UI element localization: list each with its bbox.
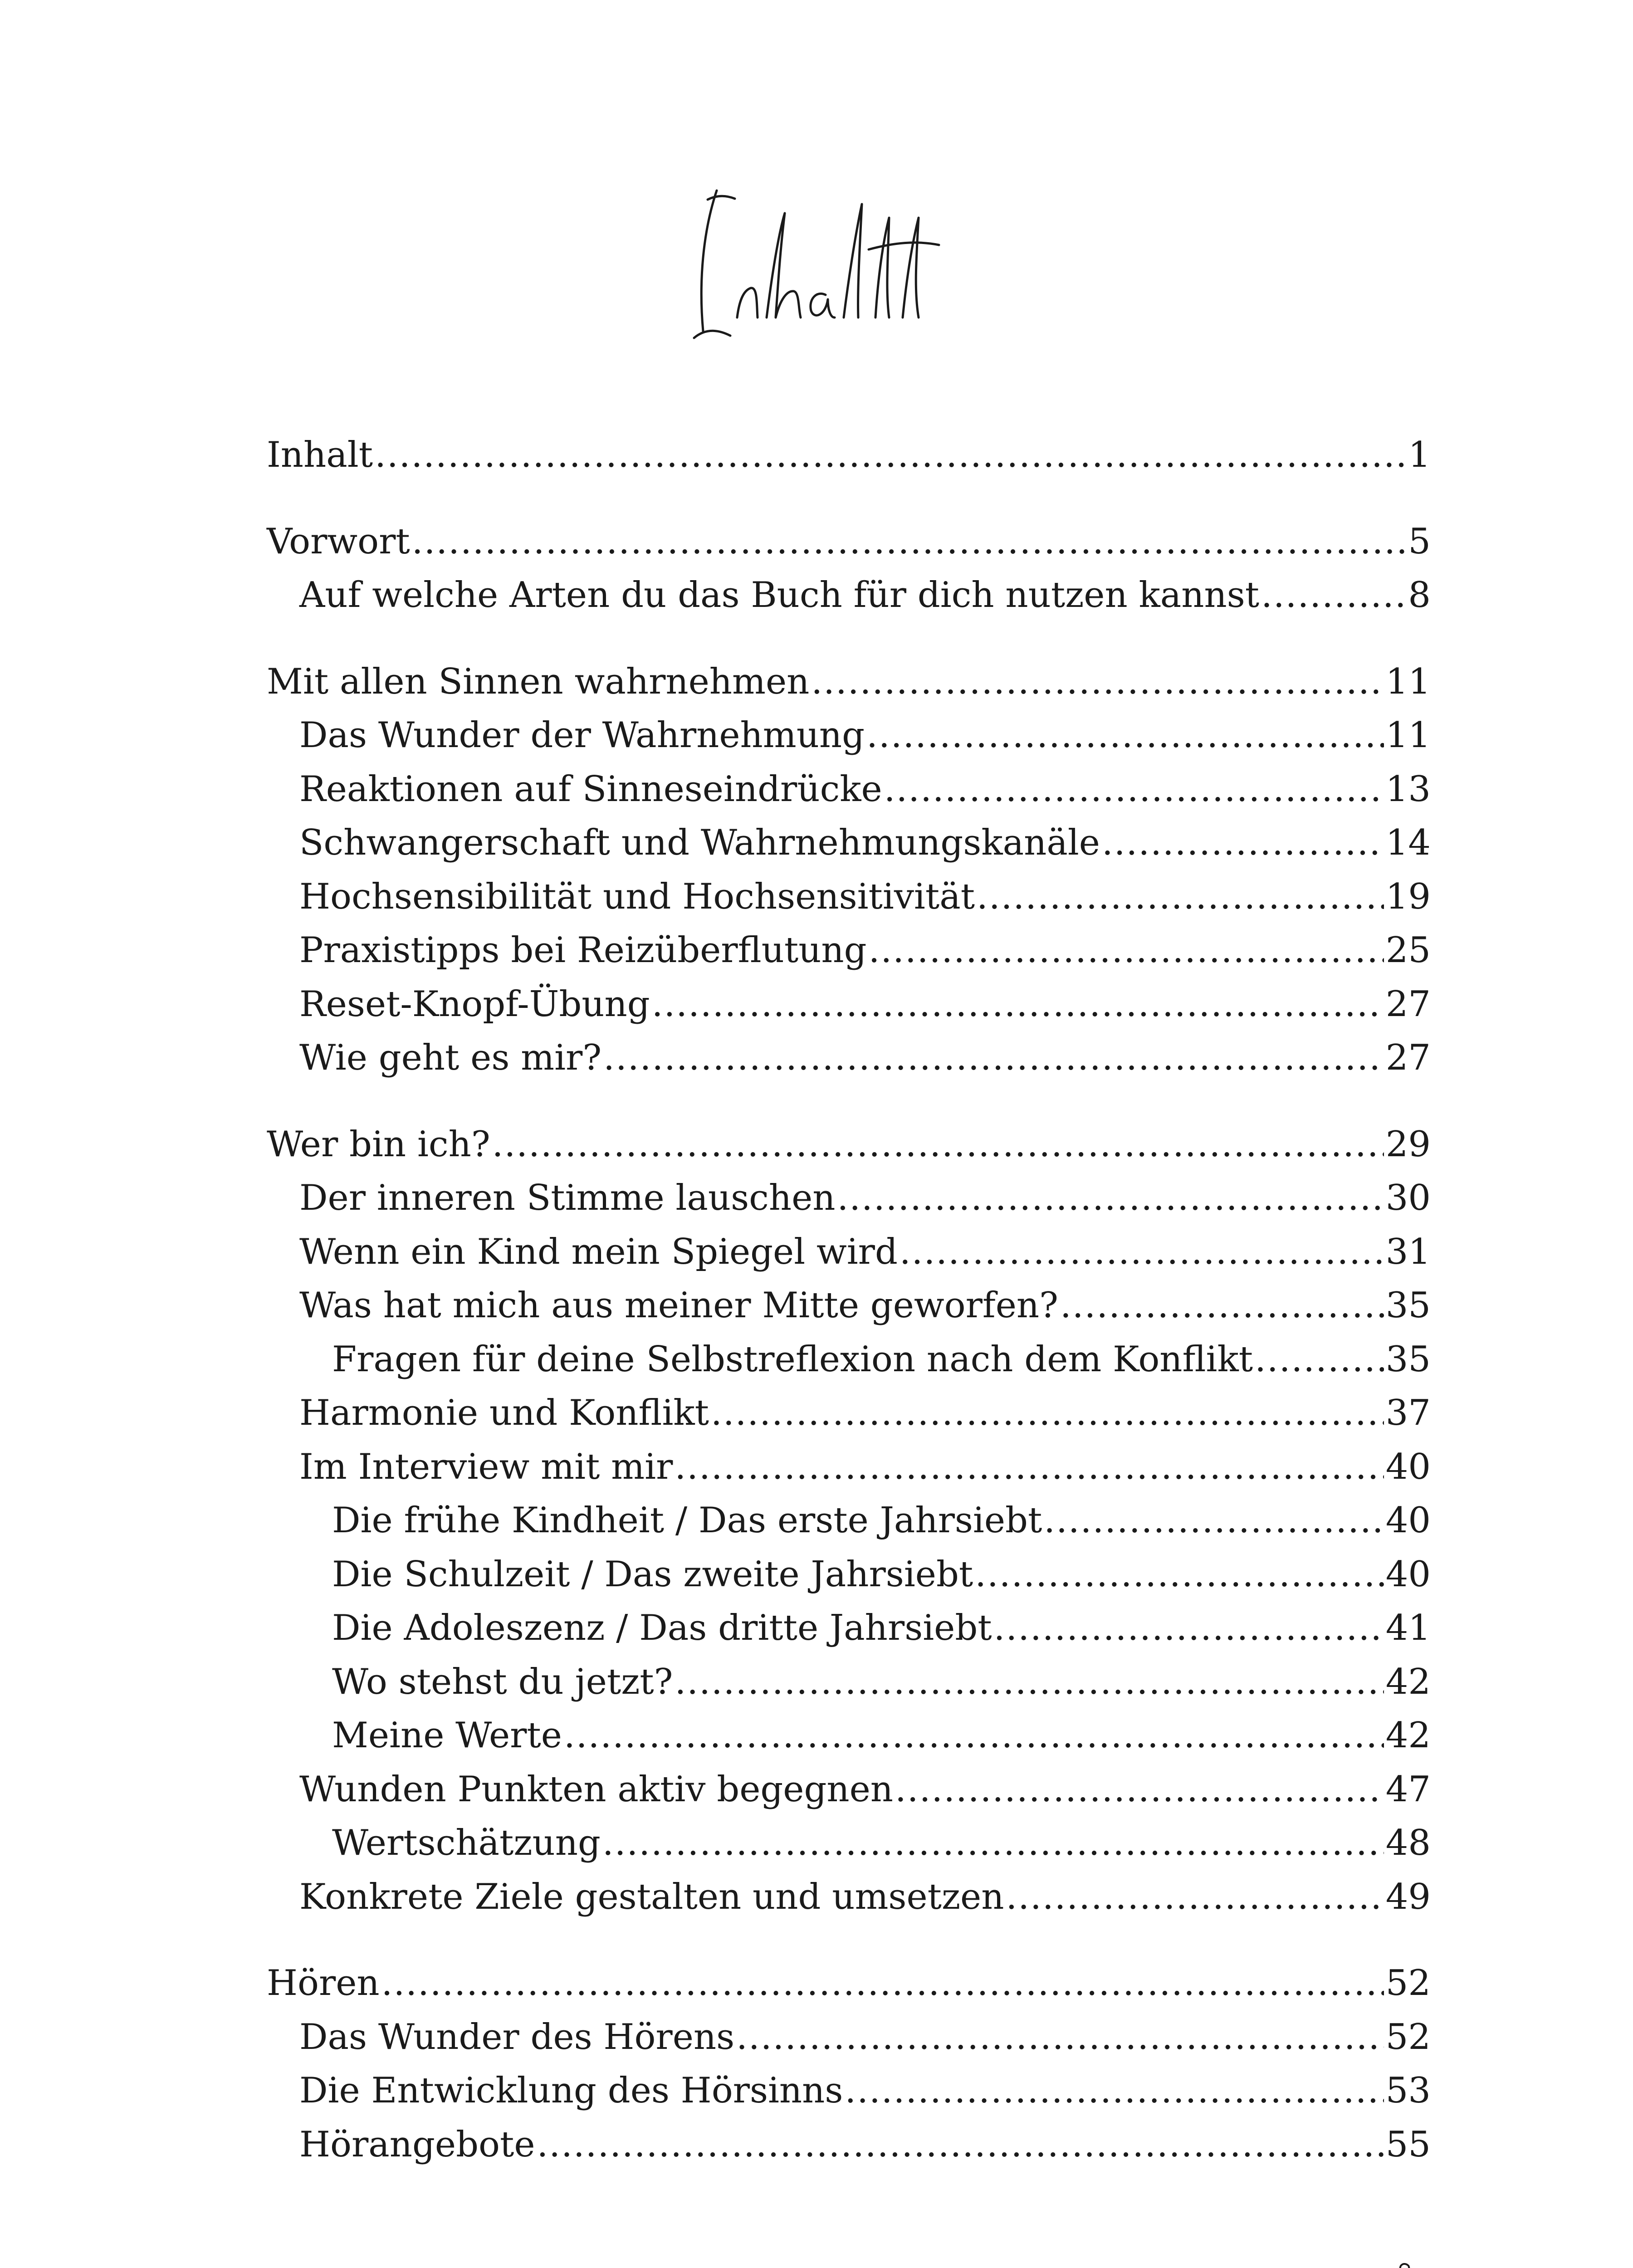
toc-entry <box>267 1763 1431 1817</box>
toc-entry <box>267 1333 1431 1387</box>
toc-entry-label: Im Interview mit mir <box>299 1446 673 1487</box>
toc-entry <box>267 1870 1431 1924</box>
toc-entry-page: 37 <box>1385 1393 1431 1433</box>
toc-entry-page: 27 <box>1385 983 1431 1025</box>
toc-entry-label: Die frühe Kindheit / Das erste Jahrsiebt <box>332 1500 1042 1541</box>
toc-dot-leader <box>736 2010 1384 2064</box>
toc-dot-leader <box>900 1225 1384 1279</box>
toc-entry <box>267 1956 1431 2010</box>
toc-dot-leader <box>1261 568 1406 622</box>
toc-entry <box>267 1709 1431 1763</box>
toc-entry-page: 1 <box>1408 435 1431 475</box>
toc-entry-label: Schwangerschaft und Wahrnehmungskanäle <box>299 822 1100 863</box>
toc-entry-label: Die Schulzeit / Das zweite Jahrsiebt <box>332 1554 973 1595</box>
toc-entry-page: 41 <box>1385 1608 1431 1648</box>
toc-entry-label: Hörangebote <box>299 2124 535 2165</box>
toc-dot-leader <box>811 655 1384 709</box>
toc-entry-page: 52 <box>1385 2016 1431 2058</box>
toc-dot-leader <box>675 1655 1384 1709</box>
toc-entry-label: Praxistipps bei Reizüberflutung <box>299 930 867 971</box>
toc-entry-page: 8 <box>1408 575 1431 616</box>
toc-entry <box>267 763 1431 816</box>
toc-entry-page: 31 <box>1385 1231 1431 1272</box>
toc-dot-leader <box>977 870 1384 924</box>
toc-entry-label: Wunden Punkten aktiv begegnen <box>299 1769 894 1810</box>
toc-entry-page: 14 <box>1385 822 1431 863</box>
toc-entry-page: 27 <box>1385 1037 1431 1078</box>
toc-dot-leader <box>603 1031 1384 1085</box>
toc-dot-leader <box>1006 1870 1384 1924</box>
toc-dot-leader <box>381 1956 1384 2010</box>
script-title-lettering <box>689 181 944 372</box>
toc-entry-label: Wertschätzung <box>332 1823 601 1863</box>
toc-entry-page: 25 <box>1385 930 1431 971</box>
toc-entry <box>267 1440 1431 1494</box>
toc-dot-leader <box>975 1548 1384 1602</box>
toc-entry <box>267 978 1431 1031</box>
toc-entry <box>267 1655 1431 1709</box>
toc-entry-page: 13 <box>1385 768 1431 810</box>
toc-entry-label: Hochsensibilität und Hochsensitivität <box>299 876 975 917</box>
toc-entry-page: 40 <box>1385 1554 1431 1595</box>
toc-dot-leader <box>652 978 1384 1031</box>
toc-entry-page: 30 <box>1385 1178 1431 1218</box>
toc-dot-leader <box>412 515 1407 569</box>
toc-entry <box>267 568 1431 622</box>
toc-entry-label: Konkrete Ziele gestalten und umsetzen <box>299 1876 1004 1917</box>
toc-entry <box>267 1494 1431 1548</box>
toc-entry-page: 48 <box>1385 1823 1431 1863</box>
toc-entry-label: Meine Werte <box>332 1715 562 1756</box>
toc-entry <box>267 1601 1431 1655</box>
toc-dot-leader <box>492 1118 1384 1172</box>
toc-dot-leader <box>537 2118 1384 2172</box>
toc-entry <box>267 655 1431 709</box>
toc-dot-leader <box>675 1440 1384 1494</box>
toc-entry-label: Wie geht es mir? <box>299 1037 602 1078</box>
toc-entry <box>267 1118 1431 1172</box>
toc-entry <box>267 924 1431 978</box>
toc-entry <box>267 428 1431 482</box>
toc-entry-page: 49 <box>1385 1876 1431 1917</box>
toc-dot-leader <box>1060 1279 1384 1333</box>
toc-entry-label: Das Wunder des Hörens <box>299 2016 735 2058</box>
toc-entry-label: Wenn ein Kind mein Spiegel wird <box>299 1231 898 1272</box>
toc-dot-leader <box>869 924 1384 978</box>
toc-entry <box>267 2010 1431 2064</box>
toc-entry-page: 40 <box>1385 1500 1431 1541</box>
toc-entry-page: 35 <box>1385 1339 1431 1380</box>
toc-entry-label: Harmonie und Konflikt <box>299 1393 709 1433</box>
toc-entry <box>267 816 1431 870</box>
toc-entry-page: 29 <box>1385 1124 1431 1165</box>
toc-entry-page: 5 <box>1408 521 1431 562</box>
toc-entry-label: Reaktionen auf Sinneseindrücke <box>299 768 882 810</box>
toc-entry <box>267 1816 1431 1870</box>
flower-sprig-icon <box>1352 2259 1420 2268</box>
toc-dot-leader <box>375 428 1406 482</box>
toc-entry-page: 35 <box>1385 1285 1431 1326</box>
toc-dot-leader <box>845 2064 1384 2118</box>
toc-entry-page: 53 <box>1385 2070 1431 2111</box>
toc-dot-leader <box>866 709 1384 763</box>
toc-entry-label: Fragen für deine Selbstreflexion nach dem Konflikt <box>332 1339 1253 1380</box>
toc-entry <box>267 2064 1431 2118</box>
toc-entry-label: Die Entwicklung des Hörsinns <box>299 2070 843 2111</box>
toc-dot-leader <box>711 1386 1384 1440</box>
toc-entry-page: 52 <box>1385 1963 1431 2004</box>
toc-dot-leader <box>837 1171 1384 1225</box>
toc-entry <box>267 1171 1431 1225</box>
toc-entry-label: Auf welche Arten du das Buch für dich nutzen kannst <box>299 575 1260 616</box>
toc-entry-label: Mit allen Sinnen wahrnehmen <box>267 661 810 702</box>
toc-dot-leader <box>895 1763 1384 1817</box>
toc-entry-page: 11 <box>1385 715 1431 756</box>
toc-entry-page: 19 <box>1385 876 1431 917</box>
toc-entry-label: Wo stehst du jetzt? <box>332 1661 673 1702</box>
toc-entry <box>267 1031 1431 1085</box>
toc-entry-page: 40 <box>1385 1446 1431 1487</box>
toc-dot-leader <box>1255 1333 1384 1387</box>
toc-dot-leader <box>884 763 1384 816</box>
toc-entry <box>267 1386 1431 1440</box>
toc-dot-leader <box>994 1601 1384 1655</box>
toc-entry-label: Was hat mich aus meiner Mitte geworfen? <box>299 1285 1058 1326</box>
toc-entry <box>267 1548 1431 1602</box>
toc-entry-label: Inhalt <box>267 435 373 475</box>
toc-entry <box>267 709 1431 763</box>
toc-entry-page: 11 <box>1385 661 1431 702</box>
toc-dot-leader <box>602 1816 1384 1870</box>
toc-entry-label: Das Wunder der Wahrnehmung <box>299 715 865 756</box>
toc-entry <box>267 515 1431 569</box>
toc-dot-leader <box>564 1709 1384 1763</box>
toc-entry-label: Hören <box>267 1963 380 2004</box>
toc-dot-leader <box>1044 1494 1384 1548</box>
toc-entry-label: Der inneren Stimme lauschen <box>299 1178 836 1218</box>
toc-entry <box>267 1279 1431 1333</box>
toc-entry-label: Wer bin ich? <box>267 1124 490 1165</box>
toc-entry-page: 42 <box>1385 1661 1431 1702</box>
page-footer <box>1352 2250 1497 2268</box>
toc-entry-label: Die Adoleszenz / Das dritte Jahrsiebt <box>332 1608 992 1648</box>
toc-entry-page: 55 <box>1385 2124 1431 2165</box>
toc-entry-label: Vorwort <box>267 521 410 562</box>
toc-entry <box>267 2118 1431 2172</box>
toc-entry <box>267 1225 1431 1279</box>
table-of-contents <box>267 428 1431 2171</box>
page-title <box>0 181 1633 381</box>
toc-entry-label: Reset-Knopf-Übung <box>299 983 650 1025</box>
toc-dot-leader <box>1102 816 1384 870</box>
toc-entry-page: 47 <box>1385 1769 1431 1810</box>
toc-entry-page: 42 <box>1385 1715 1431 1756</box>
toc-entry <box>267 870 1431 924</box>
